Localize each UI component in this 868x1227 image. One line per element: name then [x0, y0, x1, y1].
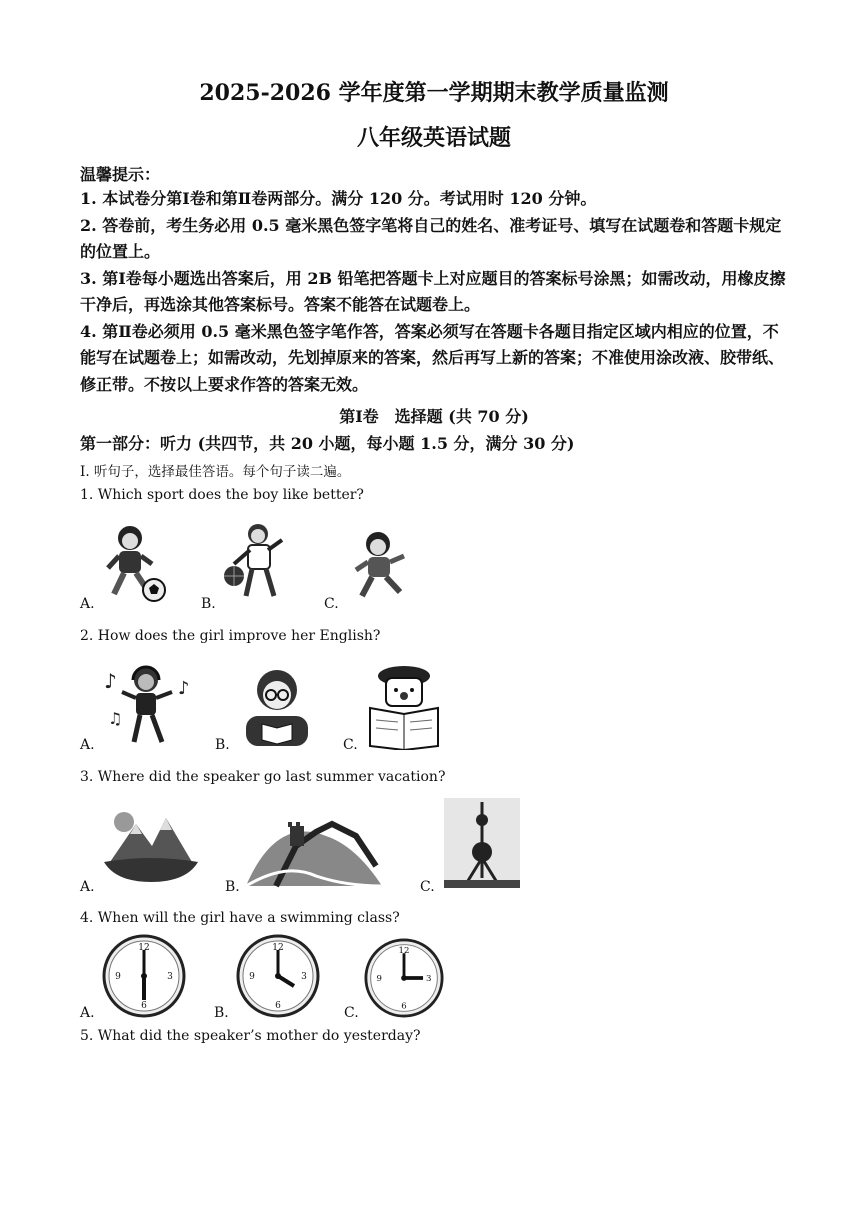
svg-text:9: 9 — [249, 972, 255, 982]
option-label: A. — [80, 1005, 95, 1021]
basketball-player-icon — [220, 520, 292, 604]
question-2: 2. How does the girl improve her English? — [80, 628, 381, 644]
clock-four-icon — [236, 934, 320, 1018]
note-item: 2. 答卷前，考生务必用 0.5 毫米黑色签字笔将自己的姓名、准考证号、填写在试题卷和答题卡规定的位置上。 — [80, 215, 782, 261]
option-label: C. — [343, 737, 358, 753]
boy-reading-book-icon — [240, 666, 314, 748]
svg-text:3: 3 — [426, 973, 432, 984]
svg-text:♪: ♪ — [178, 678, 190, 699]
svg-text:3: 3 — [301, 972, 307, 982]
svg-text:3: 3 — [167, 972, 173, 982]
notes-list — [80, 186, 790, 398]
instruction: Ⅰ. 听句子，选择最佳答语。每个句子读二遍。 — [80, 464, 351, 480]
option-label: A. — [80, 737, 95, 753]
svg-text:12: 12 — [272, 943, 284, 953]
svg-text:9: 9 — [115, 972, 121, 982]
svg-text:12: 12 — [398, 946, 410, 957]
svg-text:♫: ♫ — [108, 709, 123, 728]
note-item: 1. 本试卷分第Ⅰ卷和第Ⅱ卷两部分。满分 120 分。考试用时 120 分钟。 — [80, 189, 597, 208]
svg-text:9: 9 — [376, 973, 382, 984]
question-5: 5. What did the speaker’s mother do yesterday? — [80, 1028, 421, 1044]
running-boy-icon — [350, 530, 412, 606]
note-item: 3. 第Ⅰ卷每小题选出答案后，用 2B 铅笔把答题卡上对应题目的答案标号涂黑；如需改动，用橡皮擦干净后，再选涂其他答案标号。答案不能答在试题卷上。 — [80, 268, 786, 314]
option-label: B. — [215, 737, 230, 753]
svg-text:6: 6 — [141, 1001, 147, 1011]
clock-three-icon — [364, 938, 444, 1018]
exam-title: 2025-2026 学年度第一学期期末教学质量监测 — [199, 80, 669, 106]
svg-text:6: 6 — [275, 1001, 281, 1011]
option-label: C. — [420, 879, 435, 895]
question-4: 4. When will the girl have a swimming class? — [80, 910, 400, 926]
great-wall-icon — [246, 806, 382, 888]
svg-text:♪: ♪ — [104, 669, 117, 693]
clock-six-icon — [102, 934, 186, 1018]
svg-text:12: 12 — [138, 943, 150, 953]
note-item: 4. 第Ⅱ卷必须用 0.5 毫米黑色签字笔作答，答案必须写在答题卡各题目指定区域内相应的位置，不能写在试题卷上；如需改动，先划掉原来的答案，然后再写上新的答案；不准使用涂改液、胶带纸、修正带。不按以上要求作答的答案无效。 — [80, 321, 785, 394]
question-3: 3. Where did the speaker go last summer vacation? — [80, 769, 446, 785]
option-label: C. — [324, 596, 339, 612]
notes-label: 温馨提示： — [80, 165, 161, 184]
soccer-player-icon — [102, 522, 166, 604]
part-title: 第一部分：听力 (共四节，共 20 小题，每小题 1.5 分，满分 30 分) — [80, 434, 575, 453]
mountain-island-icon — [100, 808, 202, 884]
option-label: A. — [80, 879, 95, 895]
question-1: 1. Which sport does the boy like better? — [80, 487, 364, 503]
svg-text:6: 6 — [401, 1001, 407, 1012]
option-label: A. — [80, 596, 95, 612]
option-label: B. — [214, 1005, 229, 1021]
exam-subtitle: 八年级英语试题 — [356, 125, 511, 151]
option-label: B. — [201, 596, 216, 612]
section-title: 第Ⅰ卷 选择题 (共 70 分) — [339, 407, 529, 426]
tv-tower-icon — [444, 798, 520, 888]
option-label: B. — [225, 879, 240, 895]
girl-listening-music-icon — [100, 662, 192, 748]
man-reading-newspaper-icon — [366, 662, 442, 750]
option-label: C. — [344, 1005, 359, 1021]
